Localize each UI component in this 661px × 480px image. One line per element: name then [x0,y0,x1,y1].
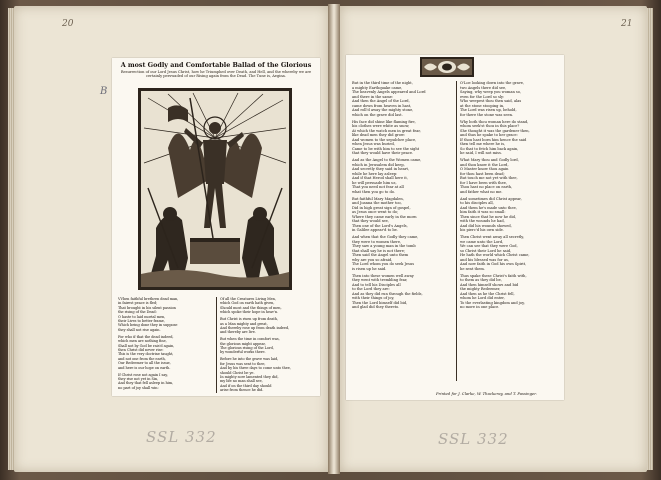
verse-line: and here is our hope on earth. [118,365,171,370]
verse-line: For who if that the dead indeed, [118,334,174,339]
verse-line: And to tell his Disciples all [352,282,401,287]
verse-line: which God on earth hath given, [220,301,275,306]
verse-line: And now faith in God his own Spirit, [460,262,527,267]
verse-line: with their things of joy, [352,296,395,301]
verse-line: And roll'd away the mighty stone, [352,108,414,112]
verse-line: they were to women there, [352,239,402,244]
verse-line: She thought it was the gardener then, [460,128,530,133]
verse-line: And by his three days to come unto thee, [220,366,291,371]
verse-line: should Christ be ye. [220,370,255,375]
left-ballad-sheet [112,58,320,396]
verse-line: Shall not by God be rais'd again, [118,343,175,348]
verse-line: even for the Lord so sly: [460,94,505,99]
verse-line: VVhen faithful brethren dead man, [118,297,179,301]
verse-line: But when the time in comfort was, [220,337,280,342]
verse-line: And when that the Godly they came, [352,235,419,240]
verse-line: which spoke their hope in heav'n. [220,310,279,315]
resurrection-woodcut-image [138,88,292,290]
verse-line: We can see that they were God, [460,244,518,249]
ballad-tune: The Tune is, Aegina. [248,74,286,79]
verse-line: which men are nothing fine, [118,339,167,344]
verse-line: Then into these women well away [352,273,414,278]
verse-line: And thereby rose up from death indeed, [220,325,290,330]
verse-line: as Jesus once went to do; [352,210,399,215]
verse-line: and father what no me. [460,189,503,194]
verse-line: But in the third time of the night, [352,81,413,85]
right-ballad-sheet [346,55,564,400]
verse-line: If thou hast born him hence the said [460,137,527,142]
verse-line: Then Christ went away all secretly, [460,235,524,240]
verse-line: which on the grave did last. [352,112,403,117]
right-folio-number: 21 [621,19,633,29]
verse-line: and thus he spake to her grace: [460,133,518,138]
verse-line: no part of joy shall win: [118,385,159,390]
verse-line: And did his wounds showed, [460,223,512,228]
left-ballad-verses [118,297,316,393]
verse-line: that they would see, [352,219,389,224]
verse-line: what then you go to do. [352,189,396,194]
verse-line: Of all the Creatures Living Men, [220,297,276,301]
verse-line: And they that fell asleep in him, [118,381,174,386]
verse-line: in Galilee appear'd to be. [352,228,398,233]
verse-line: so Christ their Lord he said, [460,248,512,253]
verse-line: by wonderful works there. [220,350,266,355]
verse-line: His face did shine like flaming fire, [352,119,416,124]
verse-line: he sent them. [460,266,485,271]
verse-line: which in Jerusalem did keep, [352,162,405,167]
verse-line: And sometimes did Christ appear, [460,196,522,201]
column-rule [216,297,217,393]
column-rule [456,81,457,381]
verse-line: The Lord was risen up, behold, [460,108,517,112]
left-folio-number: 20 [62,19,74,29]
printer-imprint: Printed for J. Clarke, W. Thackeray, and T. Passinger. [436,391,537,396]
verse-line: in fairest peace is fled; [118,301,158,306]
verse-line: But touch me not yet with thee, [460,176,518,181]
verse-line: Which being done they in suppose [118,323,178,328]
verse-line: That brought in his silent passion [118,305,176,310]
verse-line: is risen up he said. [352,266,387,271]
verse-line: O'Loe looking down into the grave, [460,81,525,85]
verse-line: whom seek'st thou in this place? [460,124,520,129]
verse-line: And as the Angel to the Women came, [352,158,422,163]
right-ballad-verses [352,81,560,391]
verse-line: In mighty sore lamented they did, [220,375,279,379]
book-gutter [328,4,340,474]
verse-line: for there the stone was seen. [460,112,514,117]
verse-line: The glorious rising of the Lord, [220,346,274,351]
verse-line: Our Redeemer to all the issue, [118,361,171,366]
verse-line: Before he into the grave was laid, [220,357,279,362]
verse-line: for I have been with thee, [460,180,507,185]
ballad-subtitle [116,70,316,78]
verse-line: then Christ did never rise: [118,347,164,352]
verse-line: that shall say he is not there; [352,248,406,253]
verse-line: a mighty Earthquake came, [352,85,403,90]
verse-line: But faithful Mary Magdalen, [352,196,404,201]
verse-line: To the everlasting kingdom and joy, [460,300,525,305]
verse-line: O haste to laid mortal men, [118,314,166,319]
verse-line: And as they did run through the fields, [352,291,423,296]
verse-line: Thou hast no place on earth, [460,185,513,190]
verse-line: came down from heaven in hast, [352,103,412,108]
verse-line: They saw a young man in the tomb [352,244,416,249]
verse-line: Then the Lord himself did bid, [352,300,408,305]
verse-line: And then himself shows and bid [460,282,519,287]
verse-line: that they would have their peace. [352,151,414,156]
verse-line: they shall not rise again. [118,327,161,332]
right-pencil-shelfmark: SSL 332 [438,430,509,448]
verse-line: when Jesus was buried, [352,142,395,147]
verse-line: his pierc'd his own side. [460,228,504,233]
verse-line: arise from thence he did. [220,388,264,393]
verse-line: Then one of the Lord's Angels, [352,223,408,228]
verse-line: He hath the world which Christ came, [460,253,530,258]
verse-line: we came unto the Lord, [460,239,504,244]
verse-line: Should most and the things of men, [220,305,282,310]
verse-line: no more in one place. [460,305,500,310]
verse-line: But Christ is risen up from death, [220,317,279,322]
verse-line: for thou hast been dead; [460,171,505,176]
verse-line: two Angels there did see, [460,85,507,90]
verse-line: So that to fetch him back again, [460,146,519,151]
verse-line: he said, I will not miss. [460,151,502,156]
verse-line: while he here lay asleep: [352,171,398,176]
right-page-edges [647,8,653,470]
verse-line: whom he Lord did enter, [460,296,505,301]
verse-line: If Christ rose not again I say, [118,372,168,377]
verse-line: and thereby are live. [220,330,256,335]
verse-line: and thou know it the Lord, [460,162,509,167]
decorative-headpiece-ornament [420,57,474,77]
verse-line: The heavenly Angels appeared and Lord [352,90,426,94]
verse-line: with the wounds he had, [460,219,505,224]
verse-line: The Lord whom you do seek Jesus [352,262,415,267]
verse-line: at the stone stooping in, [460,103,505,108]
verse-line: And secretly they said in heart, [352,167,410,172]
verse-line: Who weepest thou then said, alas [460,99,522,103]
verse-line: At which the watch men in great fear, [352,128,421,133]
verse-line: they went with trembling fear, [352,278,408,283]
verse-line: And women to the sepulchre place, [352,137,417,142]
verse-line: the mighty Redeemer, [460,287,501,292]
verse-line: and not one from the earth, [118,356,166,361]
verse-line: the glorious might appear, [220,341,266,346]
verse-line: and Joanna the mother too, [352,201,402,206]
verse-line: like dead men they did grow: [352,133,406,138]
verse-line: Then said the Angel unto them [352,253,409,258]
verse-line: What Mary thou and Godly lord, [460,158,519,163]
verse-line: to them as they did be, [460,278,502,283]
verse-line: they rise not yet in Sin, [118,376,159,381]
verse-line: That you need not fear at all [352,185,404,190]
verse-line: the rising of the Dead: [118,310,157,315]
verse-line: Did in high great sign of gospel, [352,205,411,210]
verse-line: Why both thou woman here do stand, [460,119,529,124]
verse-line: to the Lord they are: [352,287,390,292]
verse-line: and glad did they thereto. [352,305,400,310]
right-verse-column-1 [352,81,452,381]
verse-line: for Jesus was sent to thee, [220,361,266,366]
verse-line: as a Man mighty and great, [220,321,268,326]
verse-line: and his blessed was for us, [460,257,510,262]
verse-line: O Master know thou again [460,167,509,172]
verse-line: their Lives to better frame, [118,319,165,324]
verse-line: and there in the same: [352,94,394,99]
verse-line: Came to be with him to see the sight [352,146,420,151]
verse-line: Where they came early in the morn [352,214,417,219]
verse-line: And if that Herod shall here it, [352,176,408,181]
verse-line: And then the Angel of the Lord, [352,99,410,103]
verse-line: why are you so afraid, [352,257,393,262]
verse-line: my life no man shall see, [220,379,263,384]
ballad-title: A most Godly and Comfortable Ballad of the Glorious [120,61,312,69]
verse-line: This is the very doctrine taught, [118,352,174,357]
verse-line: he will persuade him us, [352,180,397,185]
left-pencil-shelfmark: SSL 332 [146,428,217,446]
verse-line: And then as he the Christ fell, [460,291,515,296]
verse-line: him faith it was so small: [460,210,506,215]
verse-line: Thus spake these Christ's faith with, [460,273,527,278]
ballad-subtitle-text: Resurrection of our Lord Jesus Christ, how he Triumphed over Death, and Hell, and the whereby we are certainly perswaded of our Rising again from the Dead. [120,70,312,79]
margin-letter: B [100,86,108,97]
verse-line: then tell me where he is, [460,142,506,147]
verse-line: to his disciples all, [460,201,494,206]
left-verse-column-1 [118,297,213,393]
verse-line: And if on the third day should [220,383,272,388]
verse-line: Saying, why weep you woman so, [460,90,522,94]
verse-line: And them he's made unto thee, [460,205,517,210]
right-verse-column-2 [460,81,560,381]
verse-line: Then since that he now he did, [460,214,517,219]
verse-line: his clothes were white as snow, [352,124,410,129]
left-verse-column-2 [220,297,315,393]
